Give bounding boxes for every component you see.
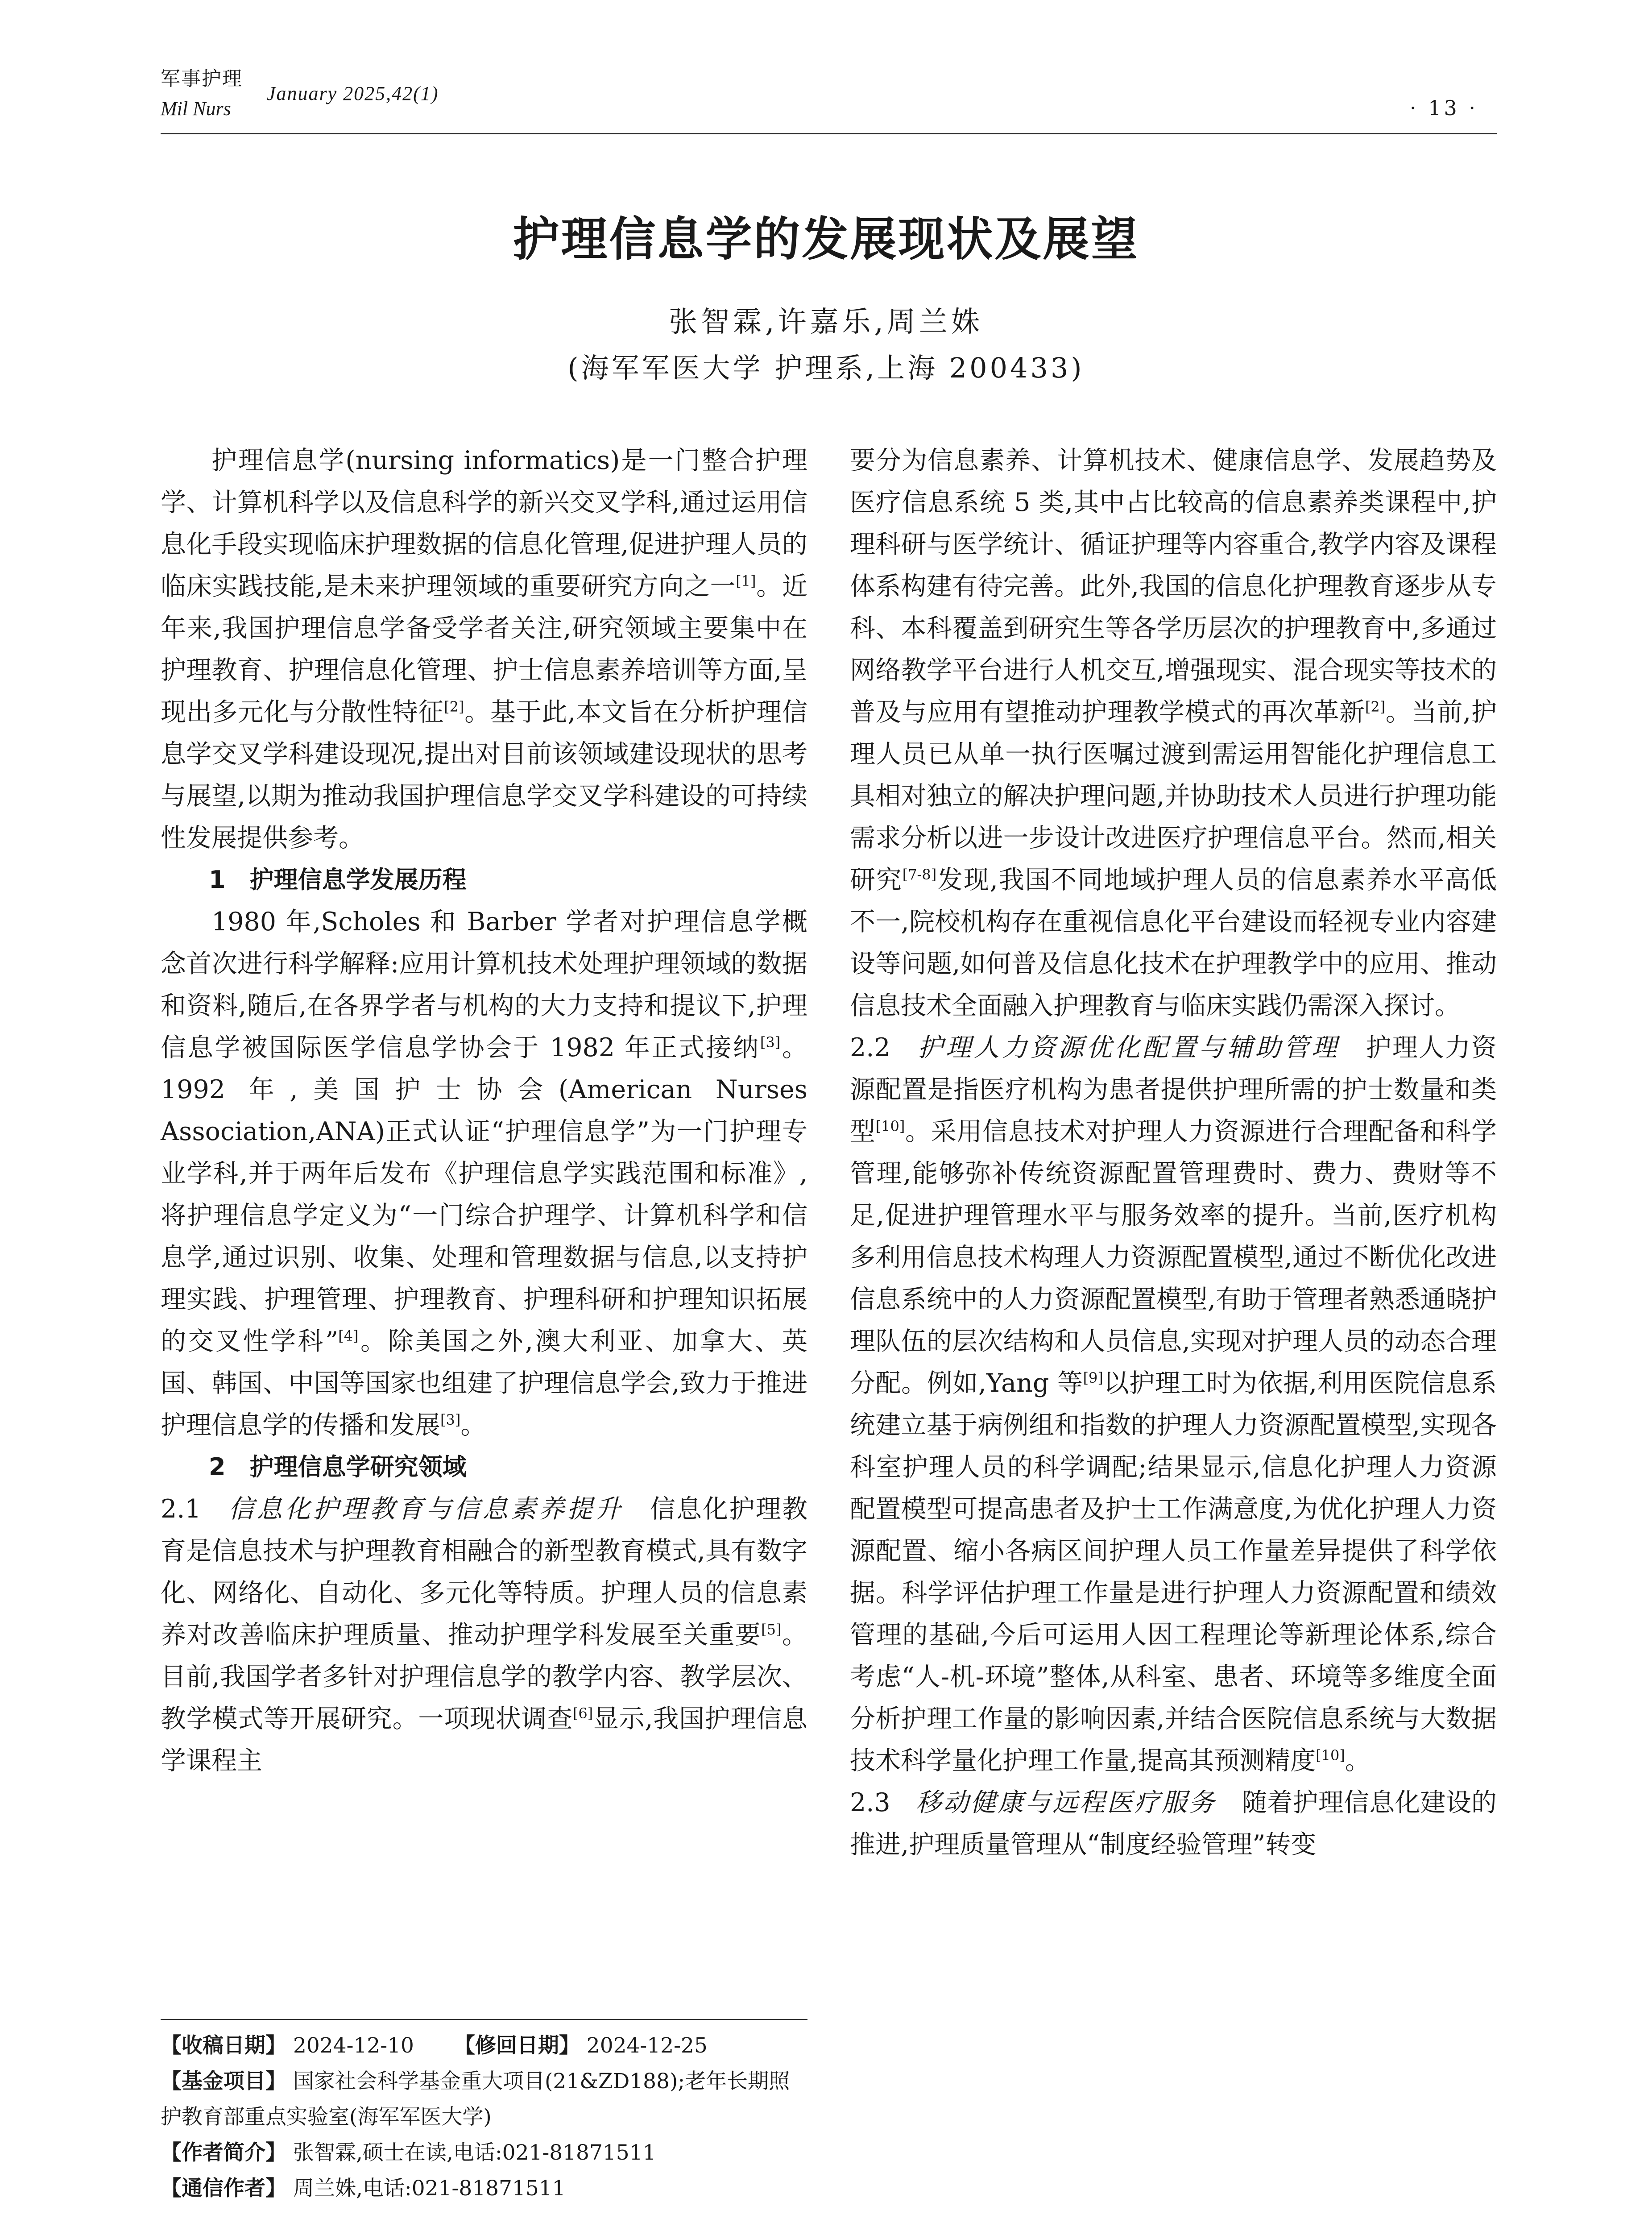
article-affiliation: (海军军医大学 护理系,上海 200433) [567,352,1085,384]
paragraph-text: 以护理工时为依据,利用医院信息系统建立基于病例组和指数的护理人力资源配置模型,实现各科室护理人员的科学调配;结果显示,信息化护理人力资源配置模型可提高患者及护士工作满意度,为优化护理人力资源配置、缩小各病区间护理人员工作量差异提供了科学依据。科学评估护理工作量是进行护理人力资源配置和绩效管理的基础,今后可运用人因工程理论等新理论体系,综合考虑“人-机-环境”整体,从科室、患者、环境等多维度全面分析护理工作量的影响因素,并结合医院信息系统与大数据技术科学量化护理工作量,提高其预测精度 [850,1368,1497,1775]
subsection-number: 2.1 [161,1494,201,1524]
page-number: · 13 · [1410,96,1478,120]
subsection-number: 2.3 [850,1788,890,1817]
footnote-corresponding [161,2171,807,2206]
author-bio-label: 【作者简介】 [161,2140,286,2165]
received-date: 2024-12-10 [293,2033,414,2058]
corresponding-value: 周兰姝,电话:021-81871511 [293,2176,566,2201]
paragraph-text: 。当前,护理人员已从单一执行医嘱过渡到需运用智能化护理信息工具相对独立的解决护理问题,并协助技术人员进行护理功能需求分析以进一步设计改进医疗护理信息平台。然而,相关研究 [850,697,1497,895]
paragraph-text: 。目前,我国学者多针对护理信息学的教学内容、教学层次、教学模式等开展研究。一项现状调查 [161,1620,808,1733]
citation: [5] [761,1621,782,1638]
paragraph-text: 。近年来,我国护理信息学备受学者关注,研究领域主要集中在护理教育、护理信息化管理、护士信息素养培训等方面,呈现出多元化与分散性特征 [161,572,807,727]
author-bio-value: 张智霖,硕士在读,电话:021-81871511 [293,2140,656,2165]
paragraph-text: 。1992 年,美国护士协会(American Nurses Association,ANA)正式认证“护理信息学”为一门护理专业学科,并于两年后发布《护理信息学实践范围和标准》,将护理信息学定义为“一门综合护理学、计算机科学和信息学,通过识别、收集、处理和管理数据与信息,以支持护理实践、护理管理、护理教育、护理科研和护理知识拓展的交叉性学科” [161,1033,808,1356]
citation: [6] [572,1705,593,1722]
journal-issue: January 2025,42(1) [267,83,439,104]
citation: [10] [1316,1747,1345,1764]
citation: [2] [1365,698,1386,715]
footnotes [161,2028,807,2206]
received-date-label: 【收稿日期】 [161,2033,286,2058]
paragraph-text: 信息化护理教育是信息技术与护理教育相融合的新型教育模式,具有数字化、网络化、自动化、多元化等特质。护理人员的信息素养对改善临床护理质量、推动护理学科发展至关重要 [161,1494,808,1650]
right-column [850,440,1497,1866]
paragraph-text: 。 [460,1410,486,1440]
corresponding-label: 【通信作者】 [161,2176,286,2201]
paragraph-text: 。 [1345,1746,1370,1775]
journal-name-cn: 军事护理 [161,68,243,90]
citation: [1] [736,572,756,589]
subsection-title: 信息化护理教育与信息素养提升 [228,1494,624,1524]
citation: [10] [875,1118,905,1135]
revised-date: 2024-12-25 [586,2033,708,2058]
paragraph-text: 。除美国之外,澳大利亚、加拿大、英国、韩国、中国等国家也组建了护理信息学会,致力于推进护理信息学的传播和发展 [161,1327,808,1440]
footnote-dates [161,2028,807,2064]
subsection-number: 2.2 [850,1033,890,1062]
paragraph-text: 随着护理信息化建设的推进,护理质量管理从“制度经验管理”转变 [850,1788,1497,1859]
subsection-paragraph [850,1782,1497,1866]
section-heading: 1 护理信息学发展历程 [209,866,467,894]
citation: [4] [338,1327,359,1344]
revised-date-label: 【修回日期】 [454,2033,580,2058]
footnote-author-bio [161,2135,807,2171]
article-authors: 张智霖,许嘉乐,周兰姝 [669,306,983,339]
paragraph-text: 显示,我国护理信息学课程主 [161,1704,807,1775]
paragraph-text: 护理信息学(nursing informatics)是一门整合护理学、计算机科学以及信息科学的新兴交叉学科,通过运用信息化手段实现临床护理数据的信息化管理,促进护理人员的临床实践技能,是未来护理领域的重要研究方向之一 [161,446,807,601]
paragraph-text: 。采用信息技术对护理人力资源进行合理配备和科学管理,能够弥补传统资源配置管理费时、费力、费财等不足,促进护理管理水平与服务效率的提升。当前,医疗机构多利用信息技术构理人力资源配置模型,通过不断优化改进信息系统中的人力资源配置模型,有助于管理者熟悉通晓护理队伍的层次结构和人员信息,实现对护理人员的动态合理分配。例如,Yang 等 [850,1117,1497,1398]
paragraph-text: 发现,我国不同地域护理人员的信息素养水平高低不一,院校机构存在重视信息化平台建设而轻视专业内容建设等问题,如何普及信息化技术在护理教学中的应用、推动信息技术全面融入护理教育与临床实践仍需深入探讨。 [850,865,1497,1020]
header-rule [161,133,1497,134]
subsection-title: 移动健康与远程医疗服务 [916,1788,1217,1817]
body-paragraph [850,440,1497,1027]
body-paragraph [161,440,807,859]
paragraph-text: 护理人力资源配置是指医疗机构为患者提供护理所需的护士数量和类型 [850,1033,1497,1146]
footnote-funding [161,2064,807,2135]
section-heading: 2 护理信息学研究领域 [209,1453,467,1481]
funding-label: 【基金项目】 [161,2069,286,2094]
funding-value: 国家社会科学基金重大项目(21&ZD188);老年长期照护教育部重点实验室(海军军医大学) [161,2069,790,2129]
footnote-rule [161,2019,807,2020]
paragraph-text: 1980 年,Scholes 和 Barber 学者对护理信息学概念首次进行科学解释:应用计算机技术处理护理领域的数据和资料,随后,在各界学者与机构的大力支持和提议下,护理信息学被国际医学信息学协会于 1982 年正式接纳 [161,907,807,1062]
paragraph-text: 。基于此,本文旨在分析护理信息学交叉学科建设现况,提出对目前该领域建设现状的思考与展望,以期为推动我国护理信息学交叉学科建设的可持续性发展提供参考。 [161,697,808,853]
subsection-title: 护理人力资源优化配置与辅助管理 [917,1033,1340,1062]
subsection-paragraph [850,1027,1497,1782]
citation: [9] [1083,1369,1103,1386]
citation: [3] [440,1411,461,1428]
citation: [3] [760,1034,781,1051]
article-title: 护理信息学的发展现状及展望 [513,212,1139,266]
paragraph-text: 要分为信息素养、计算机技术、健康信息学、发展趋势及医疗信息系统 5 类,其中占比较高的信息素养类课程中,护理科研与医学统计、循证护理等内容重合,教学内容及课程体系构建有待完善。此外,我国的信息化护理教育逐步从专科、本科覆盖到研究生等各学历层次的护理教育中,多通过网络教学平台进行人机交互,增强现实、混合现实等技术的普及与应用有望推动护理教学模式的再次革新 [850,446,1497,727]
citation: [2] [444,698,464,715]
journal-name-en: Mil Nurs [161,98,231,120]
left-column [161,440,807,1782]
citation: [7-8] [902,866,937,883]
subsection-paragraph [161,1488,807,1782]
body-paragraph [161,901,807,1446]
